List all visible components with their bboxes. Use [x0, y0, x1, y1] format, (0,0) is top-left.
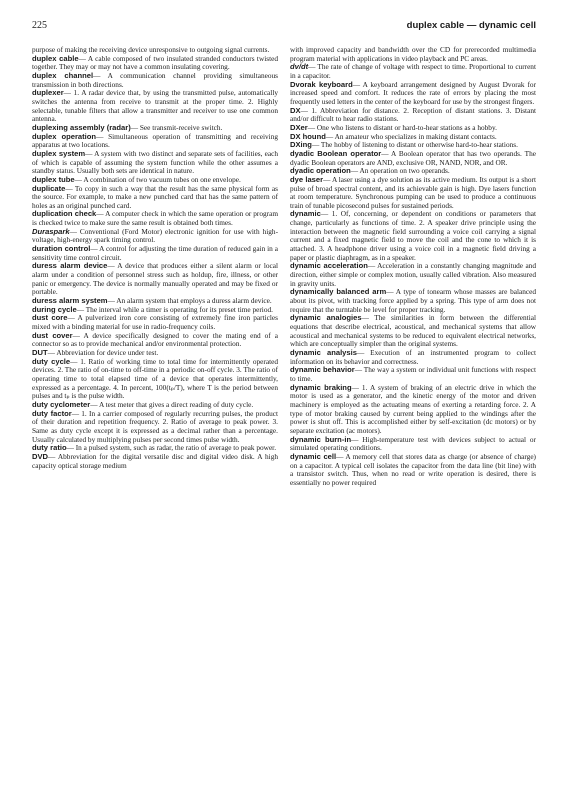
entry-term: duplex tube — [32, 174, 75, 184]
glossary-entry — [290, 46, 536, 63]
entry-definition: — A pulverized iron core consisting of extremely fine iron particles mixed with a binding material for use in radio-frequency coils. — [32, 313, 278, 331]
entry-definition: — An operation on two operands. — [350, 166, 450, 176]
entry-definition: — 1. A radar device that, by using the transmitted pulse, automatically switches the antenna from receive to transmit at the proper time. 2. Highly selectable, tunable filters that allow a transmitter and receiver to use one common antenna. — [32, 88, 278, 124]
entry-term: dynamic braking — [290, 382, 352, 392]
glossary-entry — [32, 150, 278, 176]
glossary-entry — [290, 176, 536, 211]
entry-term: DXer — [290, 122, 308, 132]
entry-term: DXing — [290, 140, 312, 150]
entry-term: dynamically balanced arm — [290, 287, 387, 297]
glossary-entry — [32, 210, 278, 227]
entry-definition: purpose of making the receiving device unresponsive to outgoing signal currents. — [32, 45, 270, 54]
entry-term: dynamic acceleration — [290, 261, 368, 271]
glossary-entry — [290, 63, 536, 80]
entry-term: duplication check — [32, 209, 97, 219]
glossary-entry — [290, 107, 536, 124]
entry-definition: — Conventional (Ford Motor) electronic ignition for use with high-voltage, high-energy spark timing control. — [32, 226, 278, 245]
right-column — [290, 46, 536, 487]
entry-definition: — Acceleration in a constantly changing magnitude and direction, either simple or complex motion, usually called vibration. Also measured in gravity units. — [290, 261, 536, 288]
entry-definition: — The interval while a timer is operating for its preset time period. — [76, 304, 273, 314]
entry-definition: — One who listens to distant or hard-to-hear stations as a hobby. — [307, 122, 497, 132]
entry-definition: — An alarm system that employs a duress alarm device. — [107, 296, 272, 306]
glossary-entry — [32, 72, 278, 89]
glossary-entry — [32, 332, 278, 349]
page-number: 225 — [32, 20, 47, 31]
entry-term: DUT — [32, 347, 48, 357]
entry-definition: — The hobby of listening to distant or otherwise hard-to-hear stations. — [311, 140, 518, 150]
glossary-entry — [290, 453, 536, 488]
entry-definition: — See transmit-receive switch. — [130, 122, 223, 132]
entry-term: duty factor — [32, 408, 72, 418]
entry-definition: — A keyboard arrangement designed by August Dvorak for increased speed and comfort. It reduces the rate of errors by placing the most frequently used letters in the center of the keyboard for use by the strongest fingers. — [290, 79, 536, 106]
glossary-entry — [290, 210, 536, 262]
entry-columns — [32, 46, 536, 487]
entry-definition: — An amateur who specializes in making distant contacts. — [325, 131, 497, 141]
glossary-entry — [32, 314, 278, 331]
entry-definition: — 1. Ratio of working time to total time for intermittently operated devices. 2. The ratio of on-time to off-time in a periodic on-off cycle. 3. The ratio of operating time to total elapsed time of a device that operates intermittently, expressed as a percentage. 4. In percent, 100(tₚ/T), where T is the period between pulses and tₚ is the pulse width. — [32, 356, 278, 401]
entry-term: Dvorak keyboard — [290, 79, 353, 89]
entry-definition: — A memory cell that stores data as charge (or absence of charge) on a capacitor. A typical cell isolates the capacitor from the data line (bit line) with a transistor switch. Thus, when no read or write operation is desired, there is essentially no power required — [290, 451, 536, 487]
entry-term: duty cycle — [32, 356, 71, 366]
entry-term: DX — [290, 105, 301, 115]
entry-definition: — To copy in such a way that the result has the same physical form as the source. For example, to make a new punched card that has the same pattern of holes as an original punched card. — [32, 183, 278, 210]
entry-definition: — A device specifically designed to cover the mating end of a connector so as to provide mechanical and/or environmental protection. — [32, 330, 278, 349]
glossary-entry — [32, 89, 278, 124]
entry-term: duress alarm system — [32, 296, 108, 306]
entry-term: dynamic — [290, 209, 321, 219]
glossary-entry — [290, 150, 536, 167]
entry-definition: — In a pulsed system, such as radar, the ratio of average to peak power. — [66, 443, 277, 453]
glossary-entry — [32, 185, 278, 211]
entry-definition: — Simultaneous operation of transmitting and receiving apparatus at two locations. — [32, 131, 278, 150]
entry-term: dynamic behavior — [290, 365, 355, 375]
entry-term: DVD — [32, 451, 49, 461]
entry-term: Duraspark — [32, 226, 70, 236]
entry-term: duplex cable — [32, 53, 79, 63]
entry-definition: with improved capacity and bandwidth over the CD for prerecorded multimedia program material with applications in video playback and PC areas. — [290, 45, 536, 63]
glossary-entry — [290, 81, 536, 107]
entry-term: dynamic burn-in — [290, 434, 352, 444]
entry-term: dynamic cell — [290, 451, 337, 461]
entry-definition: — Execution of an instrumented program to collect information on its behavior and correctness. — [290, 347, 536, 366]
entry-definition: — A communication channel providing simultaneous transmission in both directions. — [32, 70, 278, 89]
glossary-entry — [290, 366, 536, 383]
entry-term: DX hound — [290, 131, 326, 141]
glossary-entry — [32, 55, 278, 72]
entry-term: dye laser — [290, 174, 324, 184]
entry-definition: — A Boolean operator that has two operands. The dyadic Boolean operators are AND, exclusive OR, NAND, NOR, and OR. — [290, 148, 536, 167]
entry-definition: — The rate of change of voltage with respect to time. Proportional to current in a capacitor. — [290, 62, 536, 80]
entry-definition: — The similarities in form between the differential equations that describe electrical, acoustical, and mechanical systems that allow acoustical and mechanical systems to be reduced to equivalent electrical networks, which are conceptually simpler than the original systems. — [290, 313, 536, 349]
entry-definition: — A computer check in which the same operation or program is checked twice to make sure the same result is obtained both times. — [32, 209, 279, 228]
glossary-entry — [290, 262, 536, 288]
entry-term: duplexing assembly (radar) — [32, 122, 131, 132]
entry-term: dyadic operation — [290, 166, 351, 176]
entry-definition: — High-temperature test with devices subject to actual or simulated operating conditions. — [290, 434, 536, 453]
entry-definition: — A type of tonearm whose masses are balanced about its pivot, with tracking force applied by a spring. This type of arm does not require that the turntable be level for proper tracking. — [290, 287, 537, 314]
entry-definition: — A system with two distinct and separate sets of facilities, each of which is capable of assuming the system function while the other assumes a standby status. Usually both sets are identical in nature. — [32, 148, 278, 176]
left-column — [32, 46, 278, 487]
entry-term: duration control — [32, 244, 91, 254]
entry-term: dynamic analysis — [290, 347, 357, 357]
entry-term: duress alarm device — [32, 261, 108, 271]
glossary-entry — [32, 453, 278, 470]
entry-definition: — Abbreviation for the digital versatile disc and digital video disk. A high capacity optical storage medium — [32, 451, 278, 470]
entry-definition: — A combination of two vacuum tubes on one envelope. — [74, 174, 241, 184]
glossary-entry — [32, 358, 278, 401]
entry-term: dv/dt — [290, 62, 309, 72]
glossary-entry — [32, 410, 278, 445]
entry-term: dust cover — [32, 330, 73, 340]
entry-term: duty ratio — [32, 443, 67, 453]
glossary-entry — [32, 228, 278, 245]
glossary-entry — [32, 133, 278, 150]
entry-definition: — 1. A system of braking of an electric drive in which the motor is used as a generator, and the kinetic energy of the motor and driven machinery is employed as the actuating means of exerting a retarding force. 2. A type of motor braking caused by current being applied to the windings after the power is shut off. This is accomplished either by self-excitation (dc motors) or by separate excitation (ac motors). — [290, 382, 536, 435]
glossary-entry — [290, 384, 536, 436]
entry-term: dust core — [32, 313, 68, 323]
entry-term: dynamic analogies — [290, 313, 362, 323]
glossary-entry — [290, 436, 536, 453]
entry-definition: — A laser using a dye solution as its active medium. Its output is a short pulse of broad spectral content, and its achievable gain is high. Dye lasers function at room temperature. Synchronous pumping can be used to produce a continuous train of tunable picosecond pulses for sustained periods. — [290, 174, 536, 210]
entry-term: duplex channel — [32, 70, 94, 80]
entry-definition: — 1. Abbreviation for distance. 2. Reception of distant stations. 3. Distant and/or difficult to hear radio stations. — [290, 105, 536, 124]
entry-definition: — A cable composed of two insulated stranded conductors twisted together. They may or may not have a common insulating covering. — [32, 53, 278, 72]
entry-definition: — The way a system or individual unit functions with respect to time. — [290, 365, 536, 383]
entry-definition: — A control for adjusting the time duration of reduced gain in a sensitivity time control circuit. — [32, 244, 278, 262]
entry-term: duplex operation — [32, 131, 97, 141]
entry-term: duty cyclometer — [32, 399, 91, 409]
glossary-entry — [290, 349, 536, 366]
glossary-entry — [32, 262, 278, 297]
entry-definition: — A test meter that gives a direct reading of duty cycle. — [90, 399, 254, 409]
entry-term: duplicate — [32, 183, 66, 193]
glossary-entry — [32, 245, 278, 262]
entry-term: dyadic Boolean operator — [290, 148, 382, 158]
glossary-entry — [290, 314, 536, 349]
entry-definition: — 1. Of, concerning, or dependent on conditions or parameters that change, particularly as functions of time. 2. A speaker drive principle using the interaction between the magnetic field surrounding a voice coil carrying a signal current and a fixed magnetic field to move the coil and the cone to which it is attached. 3. A headphone driver using a voice coil in a magnetic field driving a paper or plastic diaphragm, as in a speaker. — [290, 209, 536, 262]
entry-term: duplexer — [32, 88, 64, 98]
entry-term: duplex system — [32, 148, 86, 158]
entry-definition: — A device that produces either a silent alarm or local alarm under a condition of personnel stress such as holdup, fire, illness, or other panic or emergency. The device is normally manually operated and may be fixed or portable. — [32, 261, 279, 297]
entry-definition: — Abbreviation for device under test. — [47, 347, 159, 357]
running-head: duplex cable — dynamic cell — [406, 20, 536, 31]
glossary-entry — [290, 288, 536, 314]
entry-definition: — 1. In a carrier composed of regularly recurring pulses, the product of their duration and repetition frequency. 2. Ratio of average to peak power. 3. Same as duty cycle except it is expressed as a decimal rather than a percentage. Usually calculated by multiplying pulses per second times pulse width. — [32, 408, 278, 444]
entry-term: during cycle — [32, 304, 77, 314]
page-header — [32, 20, 536, 38]
